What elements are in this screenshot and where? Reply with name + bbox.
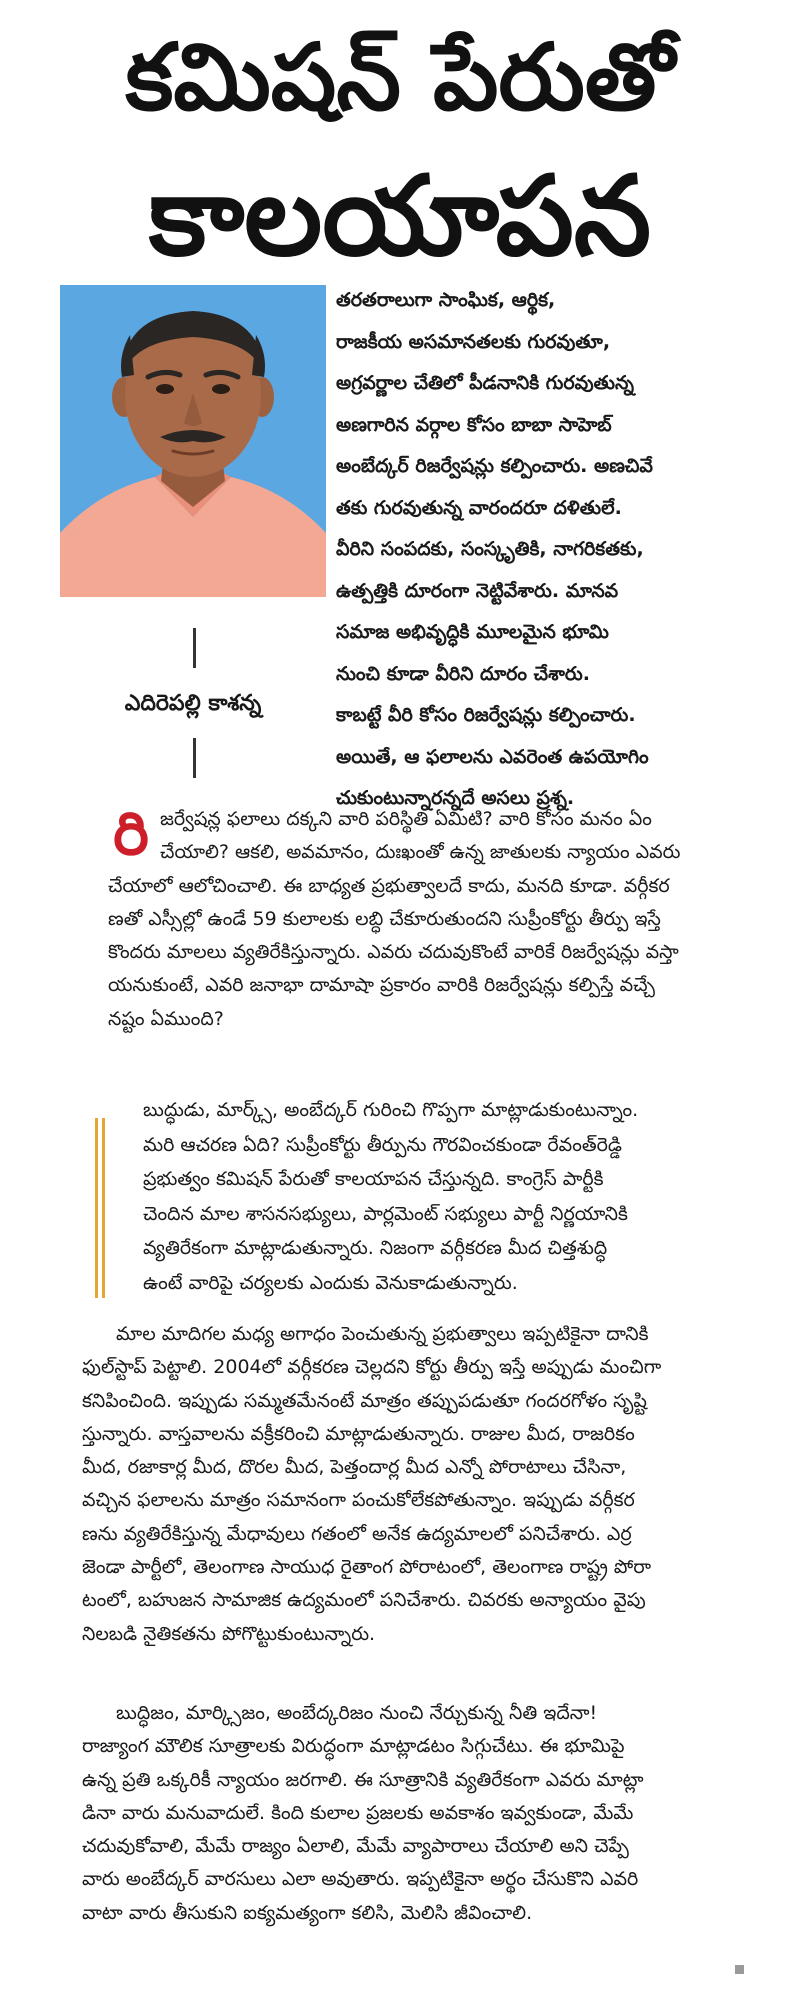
paragraph-line: మాల మాదిగల మధ్య అగాధం పెంచుతున్న ప్రభుత్వాలు ఇప్పటికైనా దానికి	[116, 1323, 649, 1345]
paragraph-line: రాజ్యాంగ మౌలిక సూత్రాలకు విరుద్ధంగా మాట్లాడటం సిగ్గుచేటు. ఈ భూమిపై	[82, 1735, 625, 1758]
intro-line: ఉత్పత్తికి దూరంగా నెట్టివేశారు. మానవ	[336, 579, 619, 602]
paragraph-line: జర్వేషన్ల ఫలాలు దక్కని వారి పరిస్థితి ఏమిటి? వారి కోసం మనం ఏం	[160, 808, 652, 830]
pull-quote-bar	[95, 1118, 98, 1298]
byline-divider-bottom	[193, 738, 196, 778]
paragraph-line: వాటా వారు తీసుకుని ఐక్యమత్యంగా కలిసి, మెలిసి జీవించాలి.	[82, 1901, 533, 1924]
intro-line: కాబట్టే వీరి కోసం రిజర్వేషన్లు కల్పించారు.	[336, 704, 636, 726]
author-photo	[60, 285, 326, 597]
intro-line: అణగారిన వర్గాల కోసం బాబా సాహెబ్	[336, 413, 612, 436]
intro-line: తరతరాలుగా సాంఘిక, ఆర్థిక,	[336, 289, 556, 311]
quote-line: చెందిన మాల శాసనసభ్యులు, పార్లమెంట్ సభ్యులు పార్టీ నిర్ణయానికి	[143, 1202, 628, 1225]
paragraph-2	[82, 1318, 762, 1651]
headline-line-2: కాలయాపన	[148, 152, 652, 280]
paragraph-line: చేయాలో ఆలోచించాలి. ఈ బాధ్యత ప్రభుత్వాలదే కాదు, మనది కూడా. వర్గీకర	[108, 874, 670, 897]
paragraph-line: మీద, రజాకార్ల మీద, దొరల మీద, పెత్తందార్ల మీద ఎన్నో పోరాటాలు చేసినా,	[82, 1456, 627, 1479]
headline-line-1: కమిషన్ పేరుతో	[125, 24, 675, 131]
byline-divider-top	[193, 628, 196, 668]
quote-line: బుద్ధుడు, మార్క్స్, అంబేద్కర్ గురించి గొప్పగా మాట్లాడుకుంటున్నాం.	[143, 1099, 639, 1121]
quote-line: ఉంటే వారిపై చర్యలకు ఎందుకు వెనుకాడుతున్నారు.	[143, 1271, 518, 1294]
intro-line: రాజకీయ అసమానతలకు గురవుతూ,	[336, 330, 611, 353]
paragraph-line: ణను వ్యతిరేకిస్తున్న మేధావులు గతంలో అనేక ఉద్యమాలలో పనిచేశారు. ఎర్ర	[82, 1522, 632, 1545]
intro-column	[336, 280, 756, 820]
paragraph-3	[82, 1697, 762, 1930]
paragraph-line: టంలో, బహుజన సామాజిక ఉద్యమంలో పనిచేశారు. చివరకు అన్యాయం వైపు	[82, 1589, 646, 1612]
quote-line: వ్యతిరేకంగా మాట్లాడుతున్నారు. నిజంగా వర్గీకరణ మీద చిత్తశుద్ధి	[143, 1237, 608, 1259]
paragraph-line: డినా వారు మనువాదులే. కింది కులాల ప్రజలకు అవకాశం ఇవ్వకుండా, మేమే	[82, 1801, 634, 1824]
pull-quote-bar	[102, 1118, 105, 1298]
paragraph-line: చేయాలి? ఆకలి, అవమానం, దుఃఖంతో ఉన్న జాతులకు న్యాయం ఎవరు	[160, 841, 681, 864]
intro-line: తకు గురవుతున్న వారందరూ దళితులే.	[336, 496, 622, 519]
paragraph-line: నిలబడి నైతికతను పోగొట్టుకుంటున్నారు.	[82, 1622, 376, 1645]
intro-line: వీరిని సంపదకు, సంస్కృతికి, నాగరికతకు,	[336, 538, 644, 560]
intro-line: అగ్రవర్ణాల చేతిలో పీడనానికి గురవుతున్న	[336, 372, 634, 394]
paragraph-line: వారు అంబేద్కర్ వారసులు ఎలా అవుతారు. ఇప్పటికైనా అర్థం చేసుకొని ఎవరి	[82, 1868, 639, 1891]
paragraph-1	[108, 803, 758, 1036]
end-of-article-mark	[735, 1965, 744, 1974]
drop-cap: రి	[113, 799, 149, 869]
quote-line: ప్రభుత్వం కమిషన్ పేరుతో కాలయాపన చేస్తున్నది. కాంగ్రెస్ పార్టీకి	[143, 1168, 604, 1190]
intro-line: నుంచి కూడా వీరిని దూరం చేశారు.	[336, 662, 590, 685]
intro-line: చుకుంటున్నారన్నదే అసలు ప్రశ్న.	[336, 787, 575, 809]
paragraph-line: కనిపించింది. ఇప్పుడు సమ్మతమేనంటే మాత్రం తప్పుపడుతూ గందరగోళం సృష్టి	[82, 1389, 647, 1412]
paragraph-line: స్తున్నారు. వాస్తవాలను వక్రీకరించి మాట్లాడుతున్నారు. రాజుల మీద, రాజరికం	[82, 1422, 635, 1445]
intro-line: అయితే, ఆ ఫలాలను ఎవరెంత ఉపయోగిం	[336, 745, 649, 768]
quote-line: మరి ఆచరణ ఏది? సుప్రీంకోర్టు తీర్పును గౌరవించకుండా రేవంత్‌రెడ్డి	[143, 1133, 622, 1156]
paragraph-line: యనుకుంటే, ఎవరి జనాభా దామాషా ప్రకారం వారికి రిజర్వేషన్లు కల్పిస్తే వచ్చే	[108, 974, 655, 997]
paragraph-line: చదువుకోవాలి, మేమే రాజ్యం ఏలాలి, మేమే వ్యాపారాలు చేయాలి అని చెప్పే	[82, 1835, 629, 1858]
intro-line: అంబేద్కర్ రిజర్వేషన్లు కల్పించారు. అణచివే	[336, 455, 653, 477]
paragraph-line: బుద్ధిజం, మార్క్సిజం, అంబేద్కరిజం నుంచి నేర్చుకున్న నీతి ఇదేనా!	[116, 1702, 598, 1724]
paragraph-line: కొందరు మాలలు వ్యతిరేకిస్తున్నారు. ఎవరు చదువుకొంటే వారికే రిజర్వేషన్లు వస్తా	[108, 941, 679, 964]
author-portrait-illustration	[60, 285, 326, 597]
intro-line: సమాజ అభివృద్ధికి మూలమైన భూమి	[336, 621, 609, 643]
paragraph-line: జెండా పార్టీలో, తెలంగాణ సాయుధ రైతాంగ పోరాటంలో, తెలంగాణ రాష్ట్ర పోరా	[82, 1556, 652, 1579]
paragraph-line: ఉన్న ప్రతి ఒక్కరికీ న్యాయం జరగాలి. ఈ సూత్రానికి వ్యతిరేకంగా ఎవరు మాట్లా	[82, 1768, 644, 1791]
paragraph-line: వచ్చిన ఫలాలను మాత్రం సమానంగా పంచుకోలేకపోతున్నాం. ఇప్పుడు వర్గీకర	[82, 1489, 635, 1512]
paragraph-line: ఫుల్‌స్టాప్ పెట్టాలి. 2004లో వర్గీకరణ చెల్లదని కోర్టు తీర్పు ఇస్తే అప్పుడు మంచిగా	[82, 1356, 662, 1379]
paragraph-line: నష్టం ఏముంది?	[108, 1007, 224, 1030]
pull-quote	[143, 1093, 760, 1300]
author-byline: ఎదిరెపల్లి కాశన్న	[124, 691, 262, 716]
paragraph-line: ణతో ఎస్సీల్లో ఉండే 59 కులాలకు లబ్ధి చేకూరుతుందని సుప్రీంకోర్టు తీర్పు ఇస్తే	[108, 907, 661, 930]
